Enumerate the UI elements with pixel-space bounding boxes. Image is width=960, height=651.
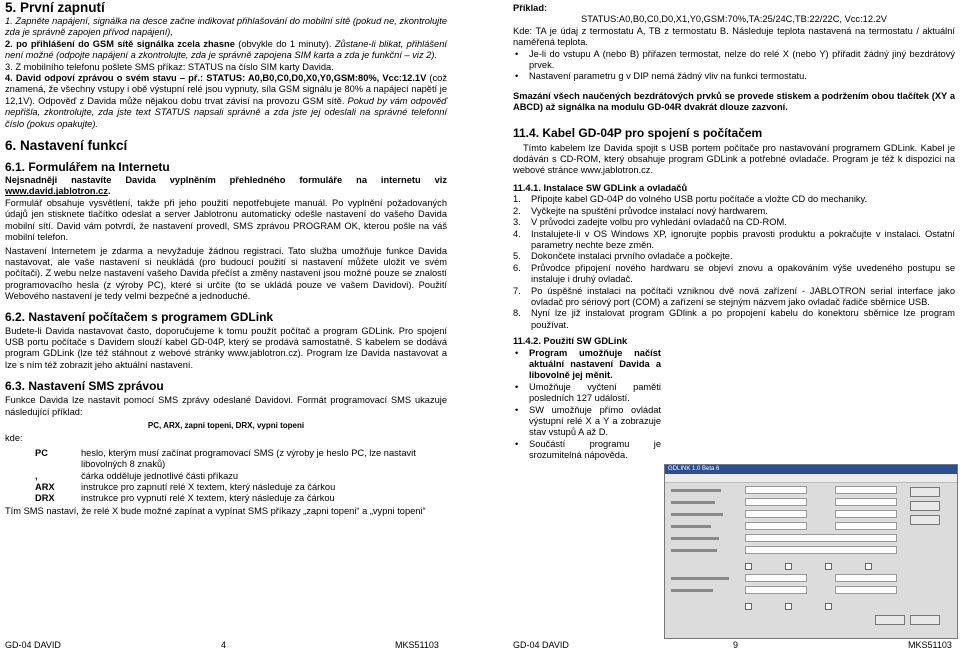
step-3: 3. Z mobilního telefonu pošlete SMS příkaz: STATUS na číslo SIM karty Davida. xyxy=(5,61,334,72)
install-steps xyxy=(513,194,955,331)
p61-body: Formulář obsahuje vysvětlení, takže při jeho použití nepotřebujete manuál. Po vyplnění požadovaných údajů jen stisknete tlačítko odeslat a server Jablotronu automaticky odešle nastavení do vašeho Davida mobilní sítí. David vám potvrdí, že nastavení provedl, SMS zprávou PROGRAM OK, kterou pošle na váš mobilní telefon. xyxy=(5,197,447,243)
section-6-1-heading: 6.1. Formulářem na Internetu xyxy=(5,160,170,175)
list-item: • Součástí programu je srozumitelná nápověda. xyxy=(515,438,661,461)
footer-right-page: 9 xyxy=(733,640,739,650)
code-row: PC heslo, kterým musí začínat programovací SMS (z výroby je heslo PC, lze nastavit libovolných 8 znaků) xyxy=(35,447,416,470)
step-2: 2. po přihlášení do GSM sítě signálka zcela zhasne (obvykle do 1 minuty). Zůstane-li blikat, přihlášení není možné (odpojte napájení a zkontrolujte, zda je správně zapojena SIM karta a zda je funkční – viz 2). xyxy=(5,38,447,61)
right-page xyxy=(513,0,955,462)
list-item: • Nastavení parametru g v DIP nemá žádný vliv na funkci termostatu. xyxy=(515,71,807,82)
left-page xyxy=(5,0,447,517)
code-row: DRX instrukce pro vypnutí relé X textem, který následuje za čárkou xyxy=(35,493,335,504)
example-status: STATUS:A0,B0,C0,D0,X1,Y0,GSM:70%,TA:25/24C,TB:22/22C, Vcc:12.2V xyxy=(581,14,887,25)
list-item: • SW umožňuje přímo ovládat výstupní relé X a Y a zobrazuje stav vstupů A až D. xyxy=(515,404,661,438)
section-6-3-heading: 6.3. Nastavení SMS zprávou xyxy=(5,379,164,394)
list-item: • Umožňuje vyčtení paměti posledních 127 událostí. xyxy=(515,381,661,404)
footer-left-code: MKS51103 xyxy=(395,640,439,650)
p63-body: Funkce Davida lze nastavit pomocí SMS zprávy odeslané Davidovi. Formát programovací SMS ukazuje následující příklad: xyxy=(5,395,447,417)
p61-body-2: Nastavení Internetem je zdarma a nevyžaduje žádnou registraci. Tato služba umožňuje funkce Davida nastavovat, ale vaše nastavení si neukládá (pro budoucí použití si nastavení můžete uložit ve svém počítači). Z webu nelze nastavení vašeho Davida přečíst a změny nastavení jsou možné pouze se znalostí programovacího hesla (z výroby PC), které si určíte (to se ukládá pouze ve vašem Davidovi). Použití Webového nastavení je tedy velmi bezpečné a jednoduché. xyxy=(5,245,447,302)
example-kde: Kde: TA je údaj z termostatu A, TB z termostatu B. Následuje teplota nastavená na termostatu / aktuální naměřená teplota. xyxy=(513,25,955,48)
web-link[interactable]: www.david.jablotron.cz xyxy=(5,186,108,197)
list-item: 8. Nyní lze již instalovat program GDlink a po propojení kabelu do konektoru sběrnice lze program používat. xyxy=(513,308,955,330)
list-item: 6. Průvodce připojení nového hardwaru se objeví znovu a opakováním výše uvedeného postupu se instaluje i druhý ovladač. xyxy=(513,262,955,285)
footer-right-model: GD-04 DAVID xyxy=(513,640,569,650)
example-label: Příklad: xyxy=(513,3,548,13)
kde-label: kde: xyxy=(5,433,23,444)
gdlink-screenshot xyxy=(664,464,958,639)
step-4: 4. David odpoví zprávou o svém stavu – př.: STATUS: A0,B0,C0,D0,X0,Y0,GSM:80%, Vcc:12.1V (což znamená, že všechny vstupy i obě výstupní relé jsou vypnuty, síla GSM signálu je 80% a napájecí napětí je 12,1V). Odpověď z Davida může nějakou dobu trvat závisí na provozu GSM sítě. Pokud by vám odpověď nepřišla, zkontrolujte, zda jste text STATUS napsali správně a zda jste jej odeslali na správné telefonní číslo (pokus opakujte). xyxy=(5,73,447,129)
screenshot-titlebar: GDLINK 1.0 Beta 6 xyxy=(665,465,957,474)
code-list xyxy=(5,448,447,505)
step-1: 1. Zapněte napájení, signálka na desce začne indikovat přihlašování do mobilní sítě (pokud ne, zkontrolujte zda je správně zapojen přívod napájení), xyxy=(5,16,447,38)
list-item: 5. Dokončete instalaci prvního ovladače a počkejte. xyxy=(513,251,733,262)
footer-left-page: 4 xyxy=(221,640,227,650)
list-item: • Program umožňuje načíst aktuální nastavení Davida a libovolně jej měnit. xyxy=(515,347,661,381)
list-item: • Je-li do vstupu A (nebo B) přiřazen termostat, nelze do relé X (nebo Y) přiřadit žádný jiný bezdrátový prvek. xyxy=(515,48,955,71)
section-11-4-heading: 11.4. Kabel GD-04P pro spojení s počítačem xyxy=(513,125,763,140)
footer-right-code: MKS51103 xyxy=(908,640,952,650)
section-6-heading: 6. Nastavení funkcí xyxy=(5,138,128,154)
usage-list xyxy=(513,348,661,462)
list-item: 7. Po úspěšné instalaci na počítači vzniknou dvě nová zařízení - JABLOTRON serial interface jako ovladač pro sériový port (COM) a zařízení se stejným názvem jako ovladač řadiče sběrnice USB. xyxy=(513,285,955,307)
screenshot-menubar xyxy=(665,474,957,483)
p62-body: Budete-li Davida nastavovat často, doporučujeme k tomu použít počítač a program GDLink. Pro spojení USB portu počítače s Davidem slouží kabel GD-04P, který se prodává samostatně. S kabelem se dodává program GDLink (lze též stáhnout z webové stránky www.jablotron.cz). Program lze Davida nastavovat a lze s ním též zobrazit jeho aktuální nastavení. xyxy=(5,325,447,370)
section-11-4-2-heading: 11.4.2. Použití SW GDLink xyxy=(513,336,628,347)
sms-example: PC, ARX, zapni topeni, DRX, vypni topeni xyxy=(147,420,305,430)
section-11-4-1-heading: 11.4.1. Instalace SW GDLink a ovladačů xyxy=(513,182,688,193)
list-item: 3. V průvodci zadejte volbu pro vyhledání ovladačů na CD-ROM. xyxy=(513,217,787,228)
section-6-2-heading: 6.2. Nastavení počítačem s programem GDLink xyxy=(5,309,274,324)
list-item: 1. Připojte kabel GD-04P do volného USB portu počítače a vložte CD do mechaniky. xyxy=(513,194,868,205)
code-row: ARX instrukce pro zapnutí relé X textem, který následuje za čárkou xyxy=(35,482,336,492)
p61-intro: Nejsnadněji nastavíte Davida vyplněním přehledného formuláře na internetu viz www.david.jablotron.cz. xyxy=(5,175,447,197)
p63-end: Tím SMS nastaví, že relé X bude možné zapínat a vypínat SMS příkazy „zapni topeni“ a „vypni topeni“ xyxy=(5,505,426,516)
p114-body: Tímto kabelem lze Davida spojit s USB portem počítače pro nastavování programem GDLink. Kabel je dodáván s CD-ROM, který obsahuje program GDLink a potřebné ovladače. Program je též k dispozici na webové stránce www.jablotron.cz. xyxy=(513,142,955,176)
section-5-heading: 5. První zapnutí xyxy=(5,0,105,15)
footer-left-model: GD-04 DAVID xyxy=(5,640,61,650)
list-item: 4. Instalujete-li v OS Windows XP, ignorujte popbis pravosti produktu a pokračujte v instalaci. Ostatní parametry nechte beze změn. xyxy=(513,228,955,250)
code-row: , čárka odděluje jednotlivé části příkazu xyxy=(35,470,239,481)
delete-note: Smazání všech naučených bezdrátových prvků se provede stiskem a podržením obou tlačítek (XY a ABCD) až signálka na modulu GD-04R dvakrát dlouze zazvoní. xyxy=(513,90,955,113)
list-item: 2. Vyčkejte na spuštění průvodce instalací nový hardwarem. xyxy=(513,205,768,216)
